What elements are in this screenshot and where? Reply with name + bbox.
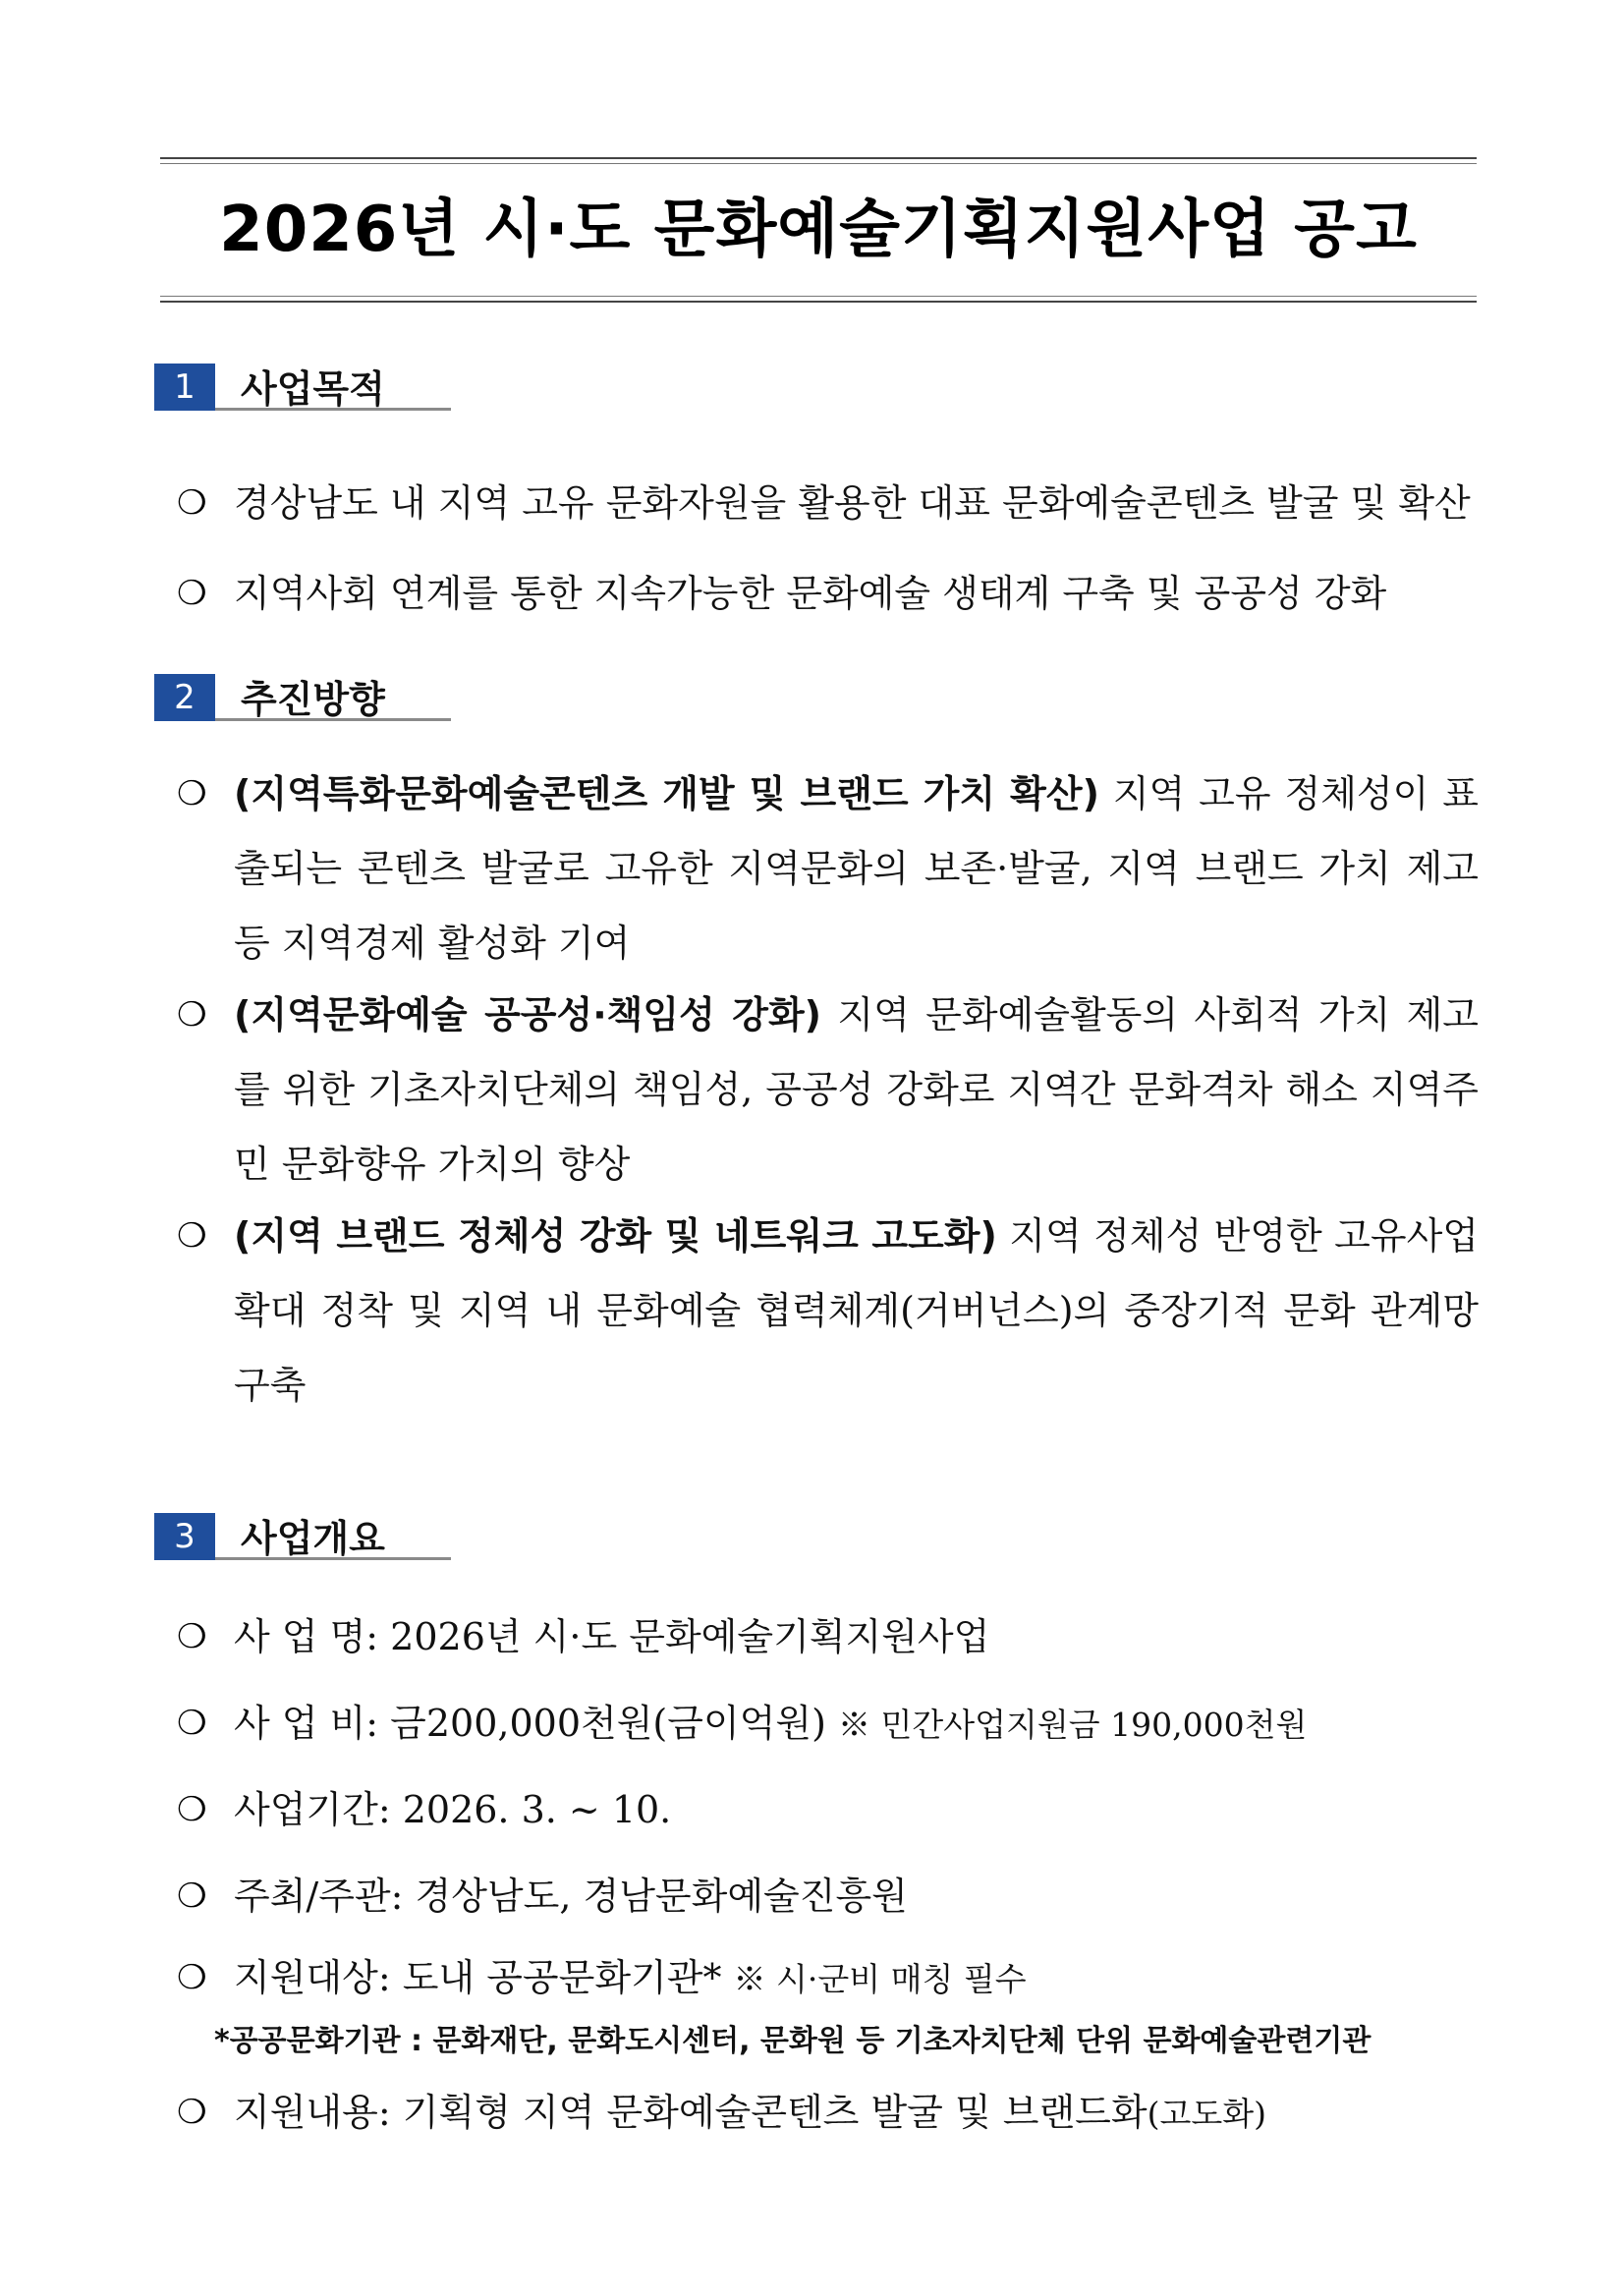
bullet-icon: ❍ (177, 574, 207, 613)
title-block (160, 157, 1477, 303)
target-reference-note: ※ 시·군비 매칭 필수 (733, 1960, 1027, 1998)
direction-item-3 (177, 1199, 1479, 1423)
direction-heading: (지역특화문화예술콘텐츠 개발 및 브랜드 가치 확산) (234, 772, 1099, 815)
section-number: 2 (154, 674, 215, 721)
title-rule-top (160, 157, 1477, 164)
bullet-icon: ❍ (177, 2093, 207, 2132)
overview-item-target (177, 1940, 1479, 2017)
target-text: 지원대상: 도내 공공문화기관* (234, 1956, 734, 1999)
section-label: 추진방향 (215, 674, 451, 721)
content-suffix: (고도화) (1147, 2095, 1266, 2133)
bullet-icon: ❍ (177, 1704, 207, 1743)
direction-body: 지역 정체성 반영한 고유사업 확대 정착 및 지역 내 문화예술 협력체계(거버넌스)의 중장기적 문화 관계망 구축 (234, 1214, 1479, 1407)
content-text: 지원내용: 기획형 지역 문화예술콘텐츠 발굴 및 브랜드화 (234, 2091, 1148, 2134)
budget-reference-note: ※ 민간사업지원금 190,000천원 (838, 1706, 1308, 1744)
title-rule-bottom (160, 296, 1477, 303)
section-header-3 (154, 1513, 451, 1560)
direction-text (234, 978, 1479, 1202)
bullet-icon: ❍ (177, 1617, 207, 1656)
bullet-icon: ❍ (177, 995, 207, 1035)
section-number: 3 (154, 1513, 215, 1560)
overview-item-name (177, 1599, 1479, 1674)
overview-text: 사 업 명: 2026년 시·도 문화예술기획지원사업 (234, 1615, 990, 1658)
section-header-2 (154, 674, 451, 721)
bullet-icon: ❍ (177, 1790, 207, 1829)
direction-text (234, 1199, 1479, 1423)
footnote-public-institution: *공공문화기관 : 문화재단, 문화도시센터, 문화원 등 기초자치단체 단위 문화예술관련기관 (214, 2024, 1372, 2058)
bullet-icon: ❍ (177, 1958, 207, 1997)
direction-body: 지역 문화예술활동의 사회적 가치 제고를 위한 기초자치단체의 책임성, 공공성 강화로 지역간 문화격차 해소 지역주민 문화향유 가치의 향상 (234, 993, 1479, 1186)
direction-body: 지역 고유 정체성이 표출되는 콘텐츠 발굴로 고유한 지역문화의 보존·발굴, 지역 브랜드 가치 제고 등 지역경제 활성화 기여 (234, 772, 1479, 965)
section-label: 사업개요 (215, 1513, 451, 1560)
purpose-item-2 (177, 556, 1479, 631)
budget-text: 사 업 비: 금200,000천원(금이억원) (234, 1702, 838, 1745)
overview-text (234, 1686, 1479, 1763)
overview-text (234, 1940, 1479, 2017)
overview-text: 사업기간: 2026. 3. ~ 10. (234, 1788, 672, 1831)
overview-text: 주최/주관: 경상남도, 경남문화예술진흥원 (234, 1875, 908, 1918)
direction-text (234, 756, 1479, 980)
overview-item-host (177, 1859, 1479, 1933)
section-number: 1 (154, 364, 215, 411)
bullet-icon: ❍ (177, 774, 207, 813)
overview-item-content (177, 2075, 1479, 2152)
section-label: 사업목적 (215, 364, 451, 411)
bullet-icon: ❍ (177, 483, 207, 523)
purpose-text: 지역사회 연계를 통한 지속가능한 문화예술 생태계 구축 및 공공성 강화 (234, 572, 1387, 615)
bullet-icon: ❍ (177, 1216, 207, 1256)
overview-item-budget (177, 1686, 1479, 1763)
direction-item-1 (177, 756, 1479, 980)
overview-item-period (177, 1772, 1479, 1847)
direction-item-2 (177, 978, 1479, 1202)
section-header-1 (154, 364, 451, 411)
purpose-item-1 (177, 466, 1479, 540)
page-title: 2026년 시·도 문화예술기획지원사업 공고 (219, 194, 1418, 266)
purpose-text: 경상남도 내 지역 고유 문화자원을 활용한 대표 문화예술콘텐츠 발굴 및 확산 (234, 481, 1471, 525)
direction-heading: (지역 브랜드 정체성 강화 및 네트워크 고도화) (234, 1214, 997, 1258)
bullet-icon: ❍ (177, 1876, 207, 1916)
direction-heading: (지역문화예술 공공성·책임성 강화) (234, 993, 822, 1036)
overview-text (234, 2075, 1479, 2152)
